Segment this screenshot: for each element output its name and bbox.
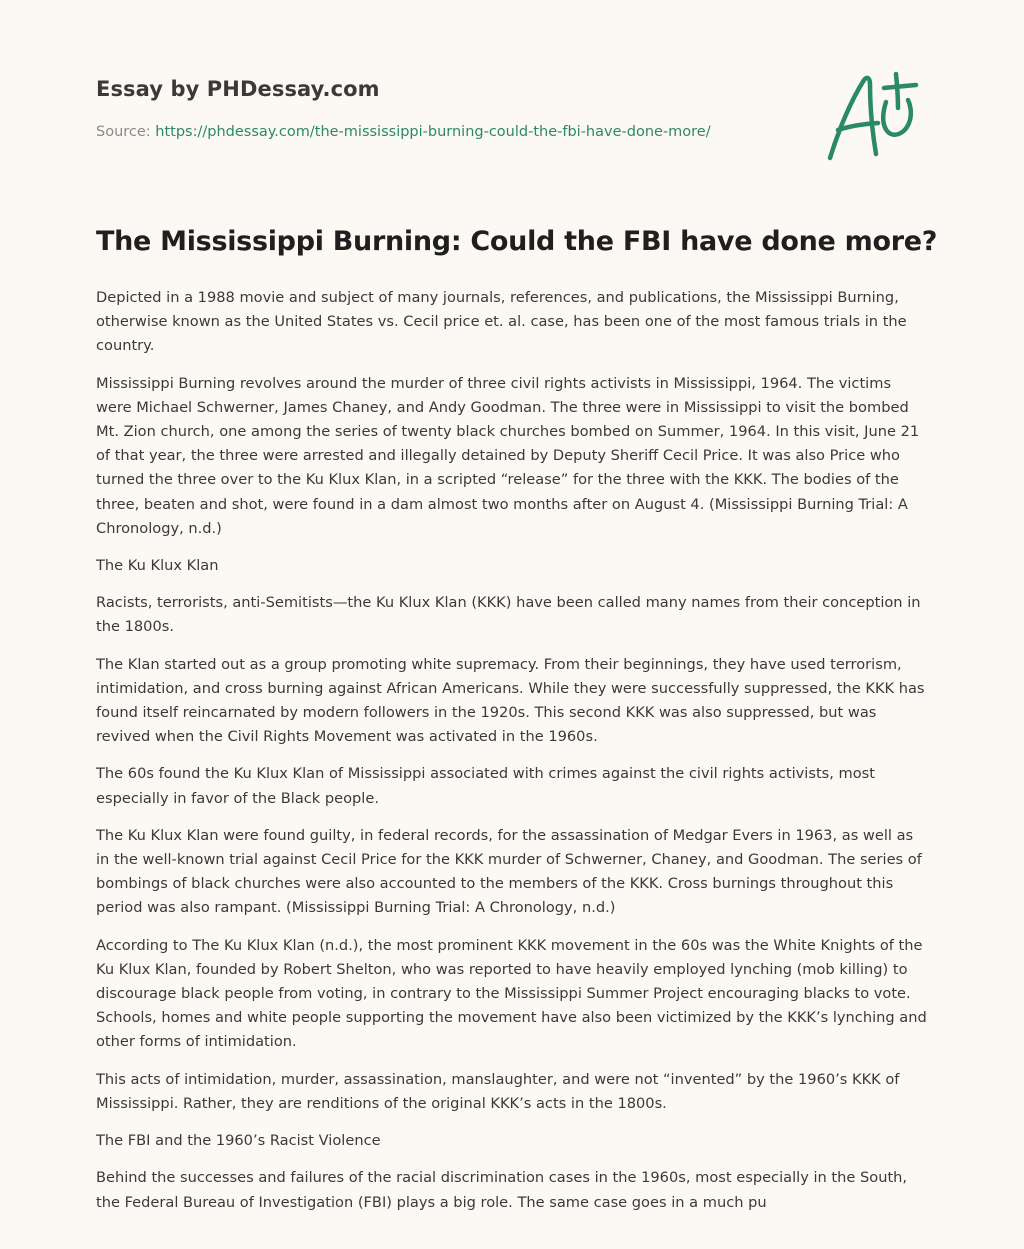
essay-body — [96, 286, 928, 1228]
site-brand: Essay by PHDessay.com — [96, 77, 380, 101]
paragraph: This acts of intimidation, murder, assassination, manslaughter, and were not “invented” by the 1960’s KKK of Mississippi. Rather, they are renditions of the original KKK’s acts in the 1800s. — [96, 1070, 900, 1112]
section-heading: The FBI and the 1960’s Racist Violence — [96, 1132, 381, 1150]
paragraph: According to The Ku Klux Klan (n.d.), the most prominent KKK movement in the 60s was the White Knights of the Ku Klux Klan, founded by Robert Shelton, who was reported to have heavily employed lynching (mob killing) to discourage black people from voting, in contrary to the Mississippi Summer Project encouraging blacks to vote. Schools, homes and white people supporting the movement have also been victimized by the KKK’s lynching and other forms of intimidation. — [96, 936, 927, 1051]
essay-title: The Mississippi Burning: Could the FBI have done more? — [96, 226, 938, 257]
essay-page — [96, 0, 938, 1211]
paragraph: Depicted in a 1988 movie and subject of many journals, references, and publications, the Mississippi Burning, otherwise known as the United States vs. Cecil price et. al. case, has been one of the most famous trials in the country. — [96, 289, 907, 355]
source-line — [96, 124, 711, 140]
a-plus-grade-icon — [824, 68, 924, 164]
paragraph: Behind the successes and failures of the racial discrimination cases in the 1960s, most especially in the South, the Federal Bureau of Investigation (FBI) plays a big role. The same case goes in a much pu — [96, 1169, 908, 1211]
page-header — [96, 0, 928, 200]
source-link[interactable]: https://phdessay.com/the-mississippi-burning-could-the-fbi-have-done-more/ — [155, 124, 711, 140]
source-label: Source: — [96, 124, 156, 140]
paragraph: The Klan started out as a group promoting white supremacy. From their beginnings, they have used terrorism, intimidation, and cross burning against African Americans. While they were successfully suppressed, the KKK has found itself reincarnated by modern followers in the 1920s. This second KKK was also suppressed, but was revived when the Civil Rights Movement was activated in the 1960s. — [96, 655, 925, 746]
paragraph: The Ku Klux Klan were found guilty, in federal records, for the assassination of Medgar Evers in 1963, as well as in the well-known trial against Cecil Price for the KKK murder of Schwerner, Chaney, and Goodman. The series of bombings of black churches were also accounted to the members of the KKK. Cross burnings throughout this period was also rampant. (Mississippi Burning Trial: A Chronology, n.d.) — [96, 826, 922, 917]
paragraph: Racists, terrorists, anti-Semitists—the Ku Klux Klan (KKK) have been called many names from their conception in the 1800s. — [96, 594, 921, 636]
paragraph: Mississippi Burning revolves around the murder of three civil rights activists in Mississippi, 1964. The victims were Michael Schwerner, James Chaney, and Andy Goodman. The three were in Mississippi to visit the bombed Mt. Zion church, one among the series of twenty black churches bombed on Summer, 1964. In this visit, June 21 of that year, the three were arrested and illegally detained by Deputy Sheriff Cecil Price. It was also Price who turned the three over to the Ku Klux Klan, in a scripted “release” for the three with the KKK. The bodies of the three, beaten and shot, were found in a dam almost two months after on August 4. (Mississippi Burning Trial: A Chronology, n.d.) — [96, 374, 920, 537]
section-heading: The Ku Klux Klan — [96, 557, 219, 575]
paragraph: The 60s found the Ku Klux Klan of Mississippi associated with crimes against the civil rights activists, most especially in favor of the Black people. — [96, 765, 876, 807]
